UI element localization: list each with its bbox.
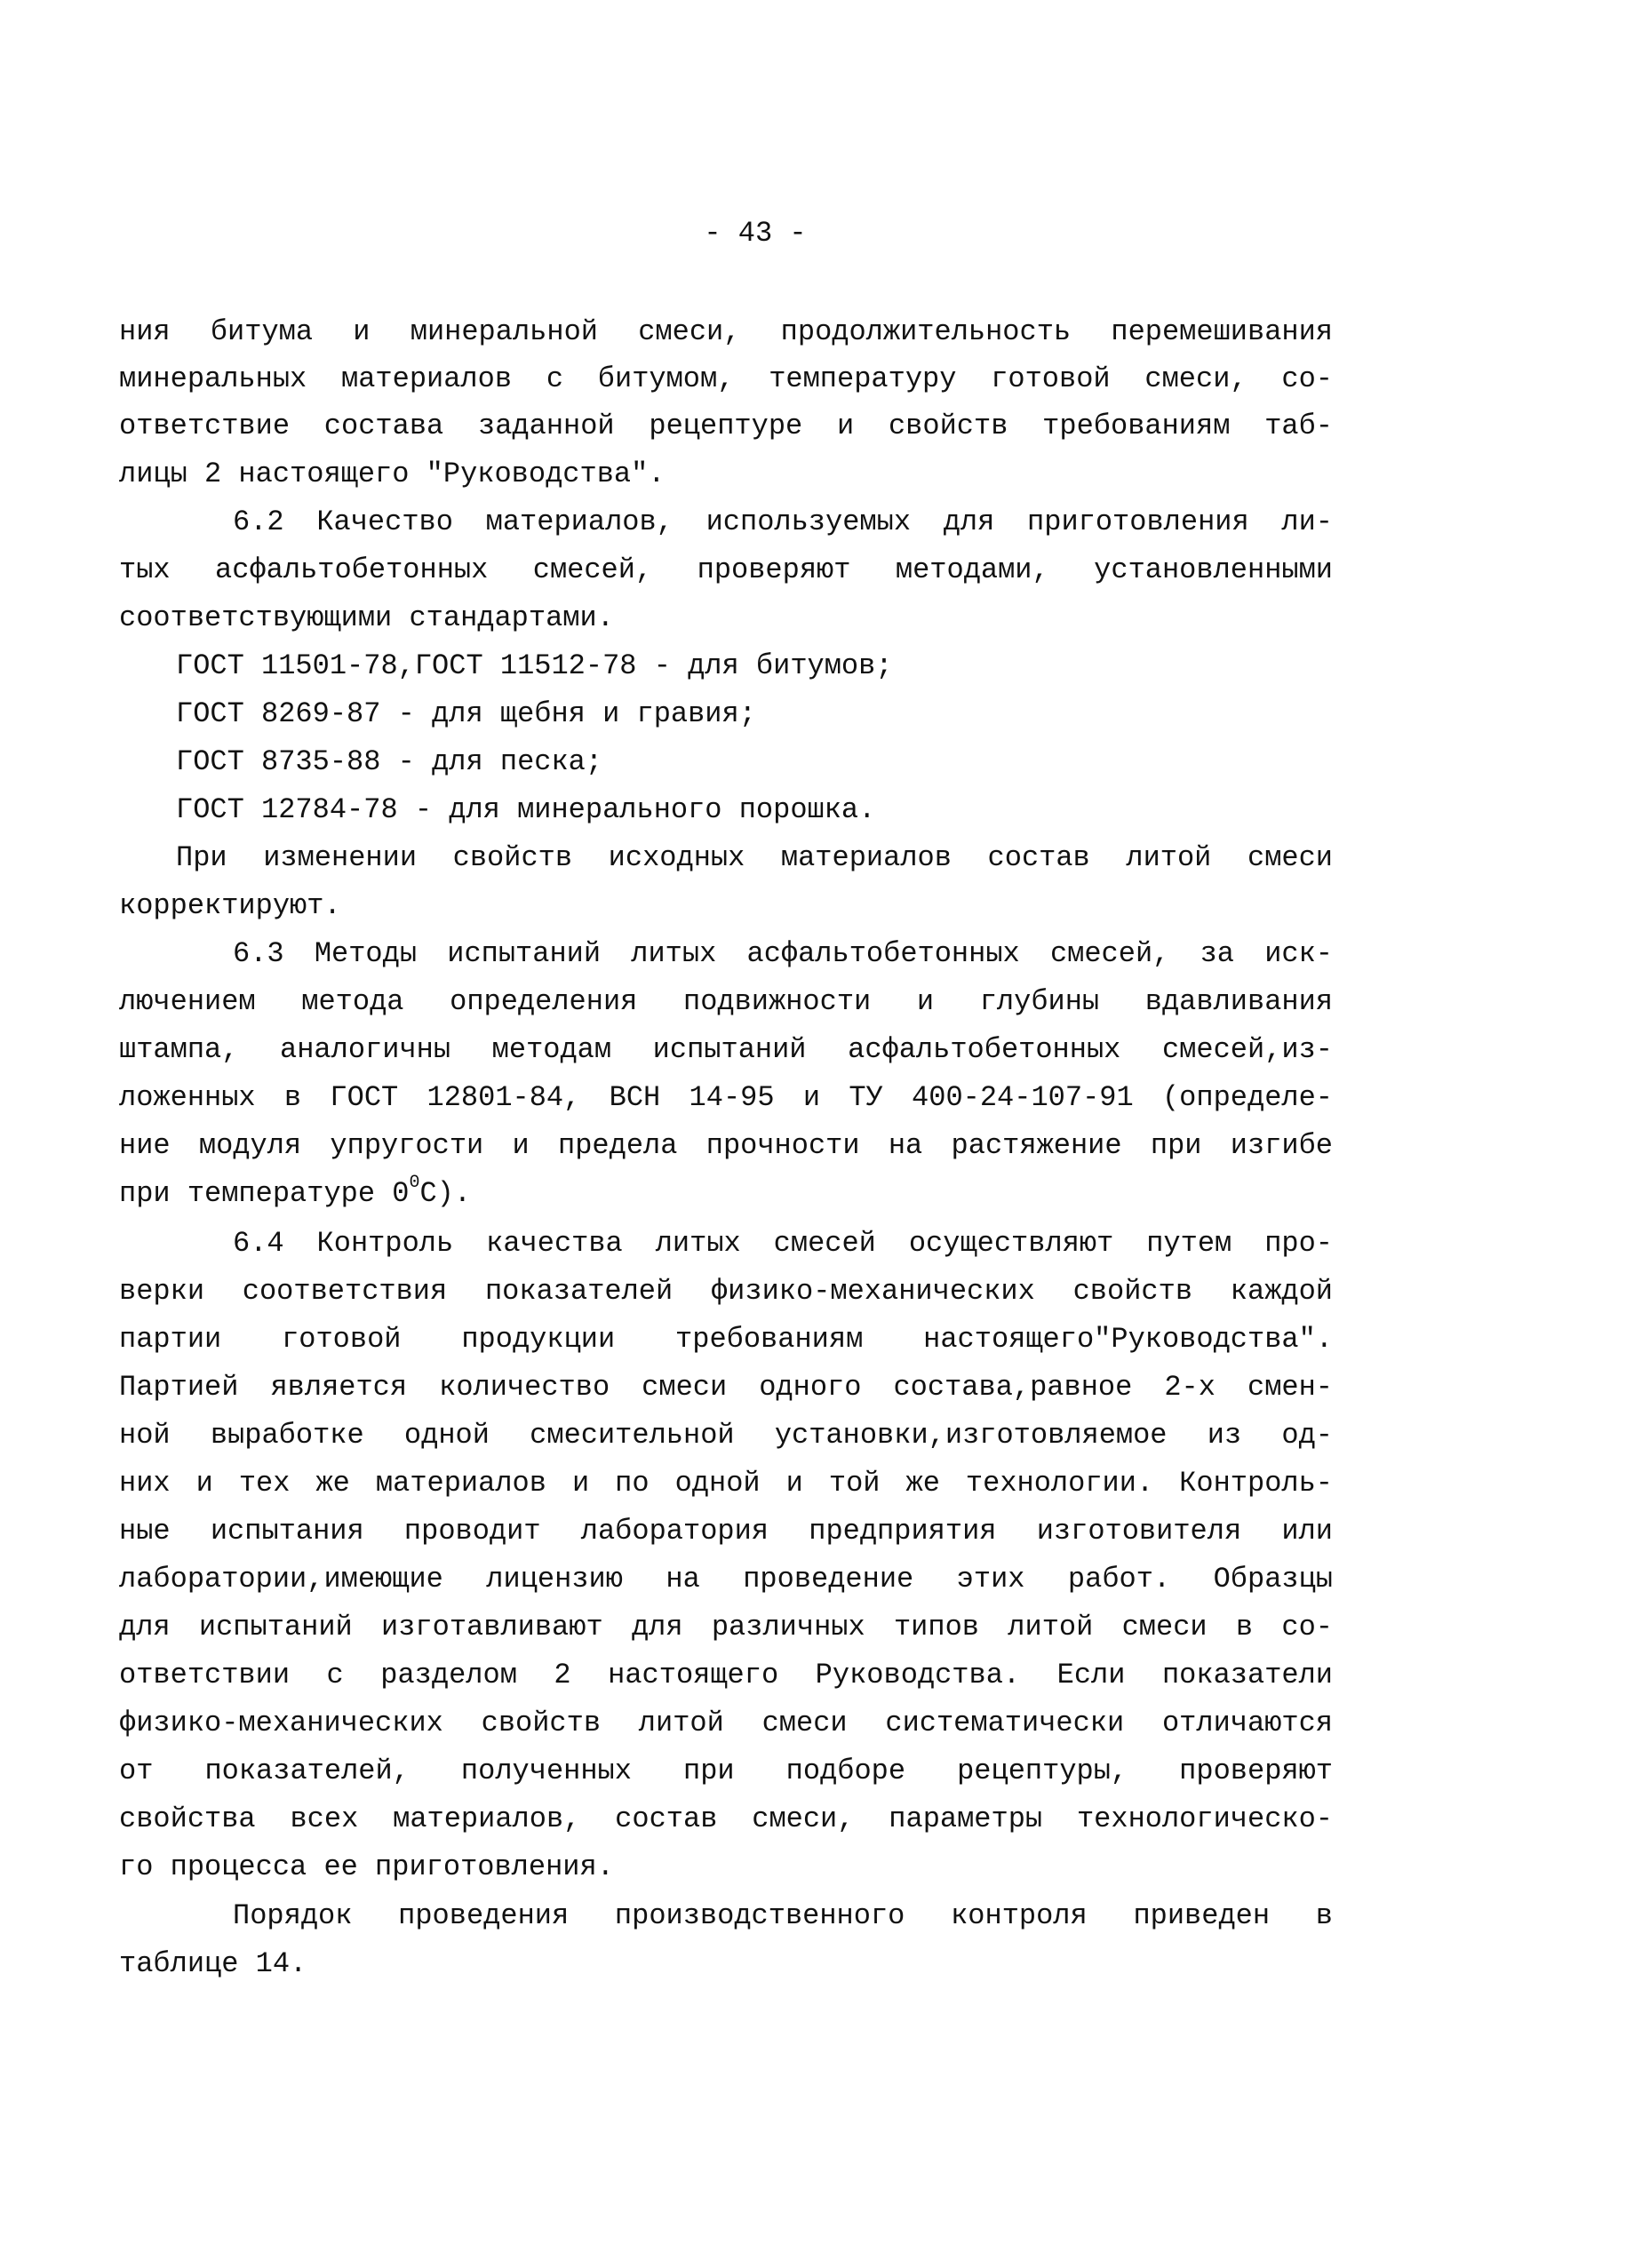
standard-item: ГОСТ 8269-87 - для щебня и гравия; — [176, 697, 756, 730]
standard-item: ГОСТ 8735-88 - для песка; — [176, 745, 603, 778]
text-line: для испытаний изготавливают для различных типов литой смеси в со- — [119, 1611, 1333, 1643]
text-line: Партией является количество смеси одного состава,равное 2-х смен- — [119, 1371, 1333, 1404]
text-line: них и тех же материалов и по одной и той же технологии. Контроль- — [119, 1467, 1333, 1500]
text-fragment: С). — [419, 1177, 472, 1210]
text-line: лицы 2 настоящего "Руководства". — [119, 458, 666, 490]
standard-item: ГОСТ 12784-78 - для минерального порошка. — [176, 793, 876, 826]
text-line: верки соответствия показателей физико-механических свойств каждой — [119, 1275, 1333, 1308]
text-line: При изменении свойств исходных материалов состав литой смеси — [176, 841, 1333, 874]
text-line: соответствующими стандартами. — [119, 601, 614, 634]
text-line: минеральных материалов с битумом, температуру готовой смеси, со- — [119, 362, 1333, 395]
text-line: свойства всех материалов, состав смеси, параметры технологическо- — [119, 1802, 1333, 1835]
text-line: штампа, аналогичны методам испытаний асфальтобетонных смесей,из- — [119, 1033, 1333, 1066]
text-line: 6.2 Качество материалов, используемых для приготовления ли- — [233, 505, 1333, 538]
standard-item: ГОСТ 11501-78,ГОСТ 11512-78 - для битумов; — [176, 649, 893, 682]
text-line: 6.4 Контроль качества литых смесей осуществляют путем про- — [233, 1227, 1333, 1260]
text-line: ния битума и минеральной смеси, продолжительность перемешивания — [119, 315, 1333, 348]
text-line: ние модуля упругости и предела прочности на растяжение при изгибе — [119, 1129, 1333, 1162]
text-line: ложенных в ГОСТ 12801-84, ВСН 14-95 и ТУ 400-24-107-91 (определе- — [119, 1081, 1333, 1114]
text-line: ные испытания проводит лаборатория предприятия изготовителя или — [119, 1515, 1333, 1548]
text-line: Порядок проведения производственного контроля приведен в — [233, 1899, 1333, 1932]
text-line: ной выработке одной смесительной установки,изготовляемое из од- — [119, 1419, 1333, 1452]
text-line: таблице 14. — [119, 1947, 307, 1980]
text-line: го процесса ее приготовления. — [119, 1850, 614, 1883]
text-line: корректируют. — [119, 889, 341, 922]
text-line-with-superscript — [119, 1173, 472, 1212]
text-line: ответствии с разделом 2 настоящего Руководства. Если показатели — [119, 1659, 1333, 1691]
text-fragment: при температуре 0 — [119, 1177, 410, 1210]
text-line: 6.3 Методы испытаний литых асфальтобетонных смесей, за иск- — [233, 937, 1333, 970]
text-line: тых асфальтобетонных смесей, проверяют методами, установленными — [119, 553, 1333, 586]
text-line: от показателей, полученных при подборе рецептуры, проверяют — [119, 1755, 1333, 1787]
text-line: физико-механических свойств литой смеси систематически отличаются — [119, 1707, 1333, 1739]
text-line: лаборатории,имеющие лицензию на проведение этих работ. Образцы — [119, 1563, 1333, 1596]
degree-superscript: 0 — [409, 1173, 420, 1194]
text-line: партии готовой продукции требованиям настоящего"Руководства". — [119, 1323, 1333, 1356]
text-line: лючением метода определения подвижности и глубины вдавливания — [119, 985, 1333, 1018]
page-number: - 43 - — [704, 217, 807, 250]
text-line: ответствие состава заданной рецептуре и свойств требованиям таб- — [119, 410, 1333, 442]
